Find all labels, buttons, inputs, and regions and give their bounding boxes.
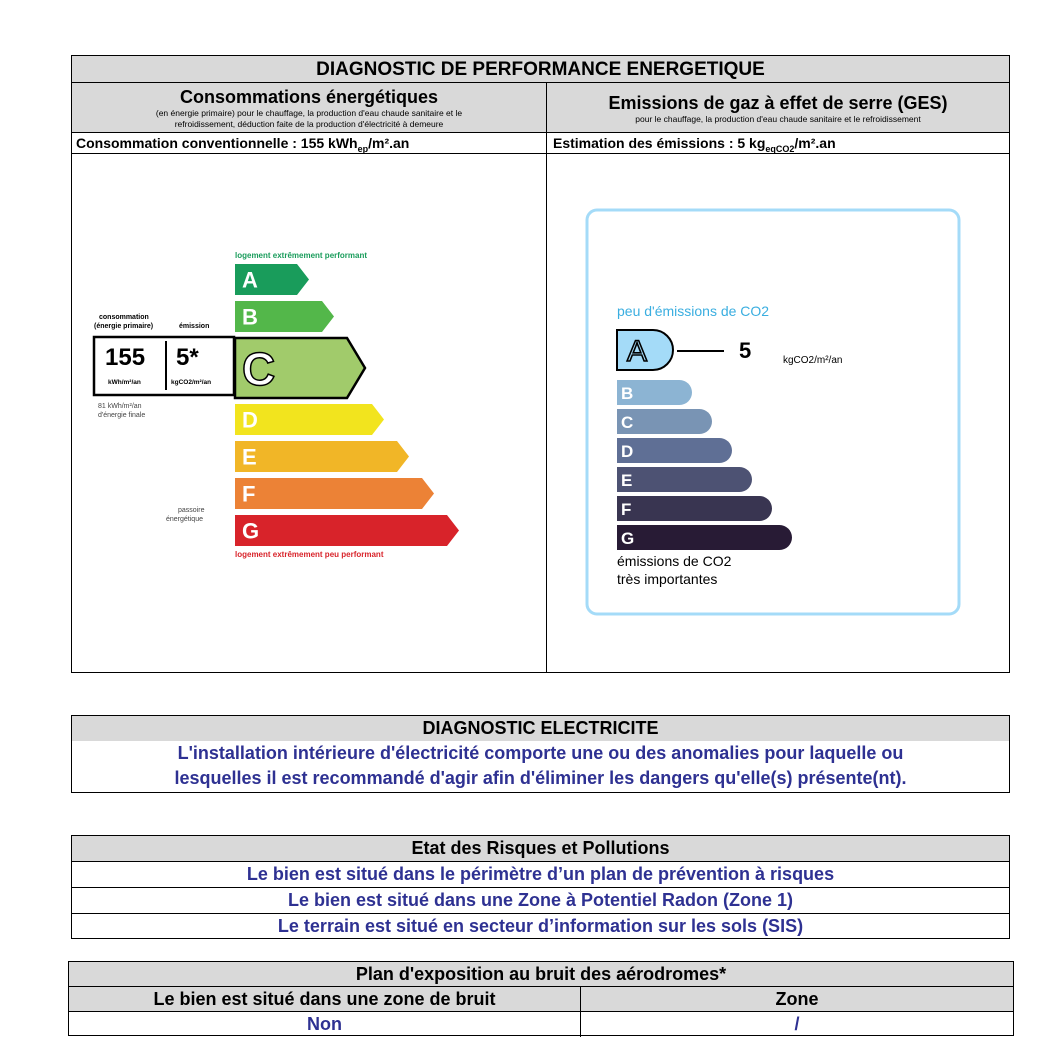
elec-line-1: L'installation intérieure d'électricité comporte une ou des anomalies pour laquelle ou	[177, 743, 904, 763]
dpe-title: DIAGNOSTIC DE PERFORMANCE ENERGETIQUE	[72, 56, 1009, 83]
ges-heading: Emissions de gaz à effet de serre (GES)	[608, 93, 948, 113]
erp-title: Etat des Risques et Pollutions	[72, 836, 1009, 862]
energy-class-letter-d: D	[242, 407, 258, 433]
energy-passoire-2: énergétique	[166, 516, 203, 523]
ges-class-bar-e	[617, 467, 752, 492]
ges-class-letter-e: E	[621, 471, 633, 490]
energy-class-letter-f: F	[242, 481, 256, 507]
energy-bottom-text: logement extrêmement peu performant	[235, 550, 384, 559]
ges-bottom-1: émissions de CO2	[617, 553, 732, 569]
ges-class-bar-g	[617, 525, 792, 550]
peb-header-row	[69, 987, 1013, 1012]
energy-class-letter-b: B	[242, 304, 258, 330]
energy-top-text: logement extrêmement performant	[235, 251, 368, 260]
energy-passoire-1: passoire	[178, 507, 205, 514]
ges-class-letter-c: C	[621, 413, 634, 432]
ges-line	[547, 133, 1009, 154]
ges-bottom-2: très importantes	[617, 571, 718, 587]
ges-line-suffix: /m².an	[794, 135, 836, 151]
energy-class-bar-f	[235, 478, 434, 509]
ges-top-text: peu d'émissions de CO2	[617, 303, 770, 319]
ges-line-prefix: Estimation des émissions : 5 kg	[553, 135, 766, 151]
energy-class-letter-e: E	[242, 444, 257, 470]
ges-class-letter-g: G	[621, 529, 635, 548]
energy-conso-unit: kWh/m²/an	[108, 379, 141, 386]
ges-line-sub: eqCO2	[765, 143, 795, 154]
conso-heading: Consommations énergétiques	[179, 87, 439, 107]
energy-class-letter-a: A	[242, 267, 258, 293]
energy-final-1: 81 kWh/m²/an	[98, 403, 142, 410]
ges-unit: kgCO2/m²/an	[783, 355, 843, 366]
erp-line: Le bien est situé dans une Zone à Potentiel Radon (Zone 1)	[72, 888, 1009, 914]
energy-label-chart	[72, 154, 547, 672]
ges-class-letter-f: F	[621, 500, 632, 519]
energy-conso-value: 155	[105, 344, 146, 371]
energy-final-2: d'énergie finale	[98, 412, 146, 419]
energy-label-panel	[72, 154, 547, 672]
energy-emission-value: 5*	[176, 344, 199, 371]
peb-section	[68, 961, 1014, 1036]
peb-col1-value: Non	[69, 1012, 581, 1037]
ges-class-bar-f	[617, 496, 772, 521]
ges-header	[547, 83, 1009, 133]
elec-section	[71, 715, 1010, 793]
conso-sub-1: (en énergie primaire) pour le chauffage, la production d'eau chaude sanitaire et le	[155, 108, 463, 118]
energy-class-letter-c: C	[242, 343, 276, 395]
erp-line: Le terrain est situé en secteur d’information sur les sols (SIS)	[277, 916, 804, 936]
conso-line-suffix: /m².an	[368, 135, 410, 151]
conso-sub-2: refroidissement, déduction faite de la production d'électricité à demeure	[174, 119, 444, 129]
peb-col1-header: Le bien est situé dans une zone de bruit	[69, 987, 581, 1011]
ges-label-panel	[547, 154, 1009, 672]
conso-header	[72, 83, 547, 133]
elec-title: DIAGNOSTIC ELECTRICITE	[72, 716, 1009, 741]
peb-col2-value: /	[794, 1014, 800, 1034]
conso-line-prefix: Consommation conventionnelle : 155 kWh	[76, 135, 358, 151]
peb-title: Plan d'exposition au bruit des aérodromes*	[69, 962, 1013, 987]
energy-emission-label: émission	[179, 323, 210, 330]
peb-col2-header: Zone	[775, 989, 819, 1009]
energy-class-bar-g	[235, 515, 459, 546]
erp-line: Le bien est situé dans le périmètre d’un plan de prévention à risques	[72, 862, 1009, 888]
peb-value-row	[69, 1012, 1013, 1037]
ges-class-bar-d	[617, 438, 732, 463]
energy-conso-label-2: (énergie primaire)	[94, 323, 154, 330]
ges-class-letter-b: B	[621, 384, 634, 403]
ges-sub: pour le chauffage, la production d'eau chaude sanitaire et le refroidissement	[635, 114, 921, 124]
ges-class-letter-a: A	[627, 335, 648, 368]
ges-label-chart	[547, 154, 1009, 672]
energy-emission-unit: kgCO2/m²/an	[171, 379, 212, 386]
dpe-section	[71, 55, 1010, 673]
energy-class-bar-e	[235, 441, 409, 472]
conso-line-sub: ep	[357, 143, 369, 154]
ges-value: 5	[739, 338, 752, 363]
energy-class-letter-g: G	[242, 518, 260, 544]
ges-class-letter-d: D	[621, 442, 634, 461]
conso-line	[72, 133, 547, 154]
elec-line-2: lesquelles il est recommandé d'agir afin d'éliminer les dangers qu'elle(s) présente(nt).	[174, 768, 907, 788]
erp-section	[71, 835, 1010, 939]
energy-conso-label-1: consommation	[99, 314, 149, 321]
